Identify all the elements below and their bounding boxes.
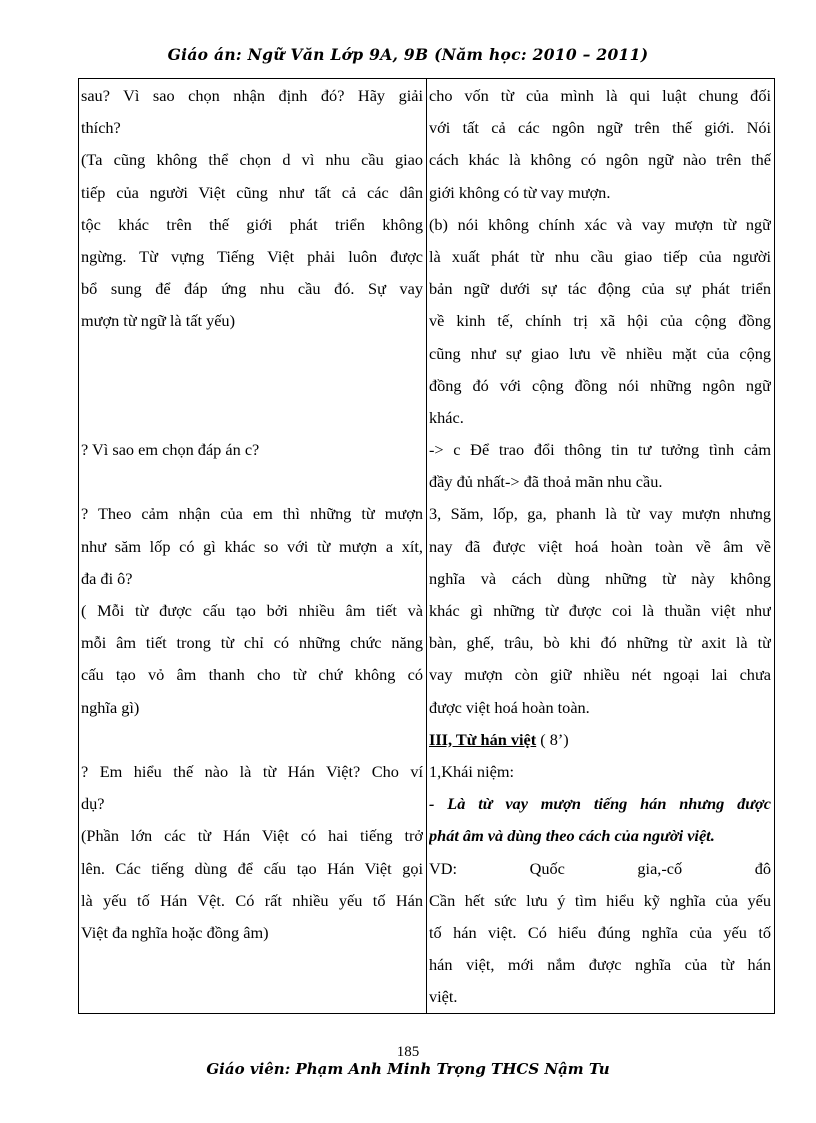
right-text-line: được việt hoá hoàn toàn. xyxy=(429,697,590,717)
page-footer: Giáo viên: Phạm Anh Minh Trọng THCS Nậm Tu xyxy=(206,1060,610,1078)
left-text-line: ( Mỗi từ được cấu tạo bởi nhiều âm tiết và xyxy=(81,601,423,620)
right-text-line: về kinh tế, chính trị xã hội của cộng đồng xyxy=(429,311,771,331)
right-text-line: -> c Để trao đổi thông tin tư tưởng tình cảm xyxy=(429,440,771,460)
right-text-line: giới không có từ vay mượn. xyxy=(429,182,611,202)
right-text-line: bản ngữ dưới sự tác động của sự phát triển xyxy=(429,279,771,299)
left-text-line: là yếu tố Hán Vệt. Có rất nhiều yếu tố Hán xyxy=(81,890,423,910)
right-text-line: 1,Khái niệm: xyxy=(429,761,515,781)
right-text-line: cách khác là không có ngôn ngữ nào trên thế xyxy=(429,150,771,170)
left-text-line: bổ sung để đáp ứng nhu cầu đó. Sự vay xyxy=(81,279,423,299)
left-text-line: ngừng. Từ vựng Tiếng Việt phải luôn được xyxy=(81,246,423,266)
left-text-line xyxy=(81,402,423,434)
left-text-line: nghĩa gì) xyxy=(81,697,140,717)
right-text-line: nghĩa và cách dùng những từ này không xyxy=(429,568,771,588)
content-table xyxy=(78,78,775,1014)
right-text-line: khác gì những từ được coi là thuần việt như xyxy=(429,601,771,620)
right-text-line: cũng như sự giao lưu về nhiều mặt của cộng xyxy=(429,343,771,363)
left-text-line: dụ? xyxy=(81,794,105,814)
left-text-line: mỗi âm tiết trong từ chỉ có những chức năng xyxy=(81,633,423,653)
right-text-line: cho vốn từ của mình là qui luật chung đối xyxy=(429,86,771,105)
left-text-line: đa đi ô? xyxy=(81,568,133,588)
right-text-line: tố hán việt. Có hiểu đúng nghĩa của yếu tố xyxy=(429,922,771,942)
left-text-line xyxy=(81,724,423,756)
definition-line: phát âm và dùng theo cách của người việt. xyxy=(429,826,715,846)
right-text-line: là xuất phát từ nhu cầu giao tiếp của người xyxy=(429,246,771,266)
right-text-line: Cần hết sức lưu ý tìm hiểu kỹ nghĩa của yếu xyxy=(429,890,771,910)
section-time: ( 8’) xyxy=(536,729,569,749)
right-text-line: đồng đó với cộng đồng nói những ngôn ngữ xyxy=(429,375,771,395)
page-number: 185 xyxy=(396,1044,420,1060)
left-text-line: thích? xyxy=(81,118,121,138)
left-text-line: như săm lốp có gì khác so với từ mượn a xít, xyxy=(81,536,423,556)
left-text-line xyxy=(81,466,423,498)
right-text-line: việt. xyxy=(429,987,458,1007)
right-text-line: đầy đủ nhất-> đã thoả mãn nhu cầu. xyxy=(429,472,663,492)
section-heading xyxy=(429,724,771,756)
left-text-line: (Ta cũng không thể chọn d vì nhu cầu giao xyxy=(81,150,423,170)
left-text-line: ? Em hiểu thế nào là từ Hán Việt? Cho ví xyxy=(81,761,423,781)
left-text-line: ? Vì sao em chọn đáp án c? xyxy=(81,440,260,460)
section-title: III, Từ hán việt xyxy=(429,729,537,749)
left-text-line: sau? Vì sao chọn nhận định đó? Hãy giải xyxy=(81,86,423,105)
left-text-line xyxy=(81,338,423,370)
right-text-line: vay mượn còn giữ nhiều nét ngoại lai chưa xyxy=(429,665,771,685)
right-text-line: với tất cả các ngôn ngữ trên thế giới. Nói xyxy=(429,118,771,138)
right-text-line: 3, Săm, lốp, ga, phanh là từ vay mượn nhưng xyxy=(429,504,771,524)
right-text-line: (b) nói không chính xác và vay mượn từ ngữ xyxy=(429,214,771,234)
definition-line: - Là từ vay mượn tiếng hán nhưng được xyxy=(429,794,771,814)
left-text-line: (Phần lớn các từ Hán Việt có hai tiếng trở xyxy=(81,826,423,846)
right-text-line: VD: Quốc gia,-cố đô xyxy=(429,858,771,878)
page-header: Giáo án: Ngữ Văn Lớp 9A, 9B (Năm học: 2010 – 2011) xyxy=(167,45,649,64)
left-text-line: Việt đa nghĩa hoặc đồng âm) xyxy=(81,922,269,942)
left-text-line xyxy=(81,370,423,402)
left-text-line: tiếp của người Việt cũng như tất cả các dân xyxy=(81,182,423,202)
left-column xyxy=(79,79,427,1013)
right-column xyxy=(427,79,774,1013)
right-text-line: nay đã được việt hoá hoàn toàn về âm về xyxy=(429,536,771,556)
left-text-line: tộc khác trên thế giới phát triển không xyxy=(81,214,423,234)
left-text-line: cấu tạo vỏ âm thanh cho từ chứ không có xyxy=(81,665,423,685)
left-text-line: mượn từ ngữ là tất yếu) xyxy=(81,311,235,331)
left-text-line: ? Theo cảm nhận của em thì những từ mượn xyxy=(81,504,423,524)
left-text-line: lên. Các tiếng dùng để cấu tạo Hán Việt gọi xyxy=(81,858,423,878)
right-text-line: hán việt, mới nắm được nghĩa của từ hán xyxy=(429,955,771,975)
right-text-line: khác. xyxy=(429,407,464,427)
right-text-line: bàn, ghế, trâu, bò khi đó những từ axit là từ xyxy=(429,633,771,653)
